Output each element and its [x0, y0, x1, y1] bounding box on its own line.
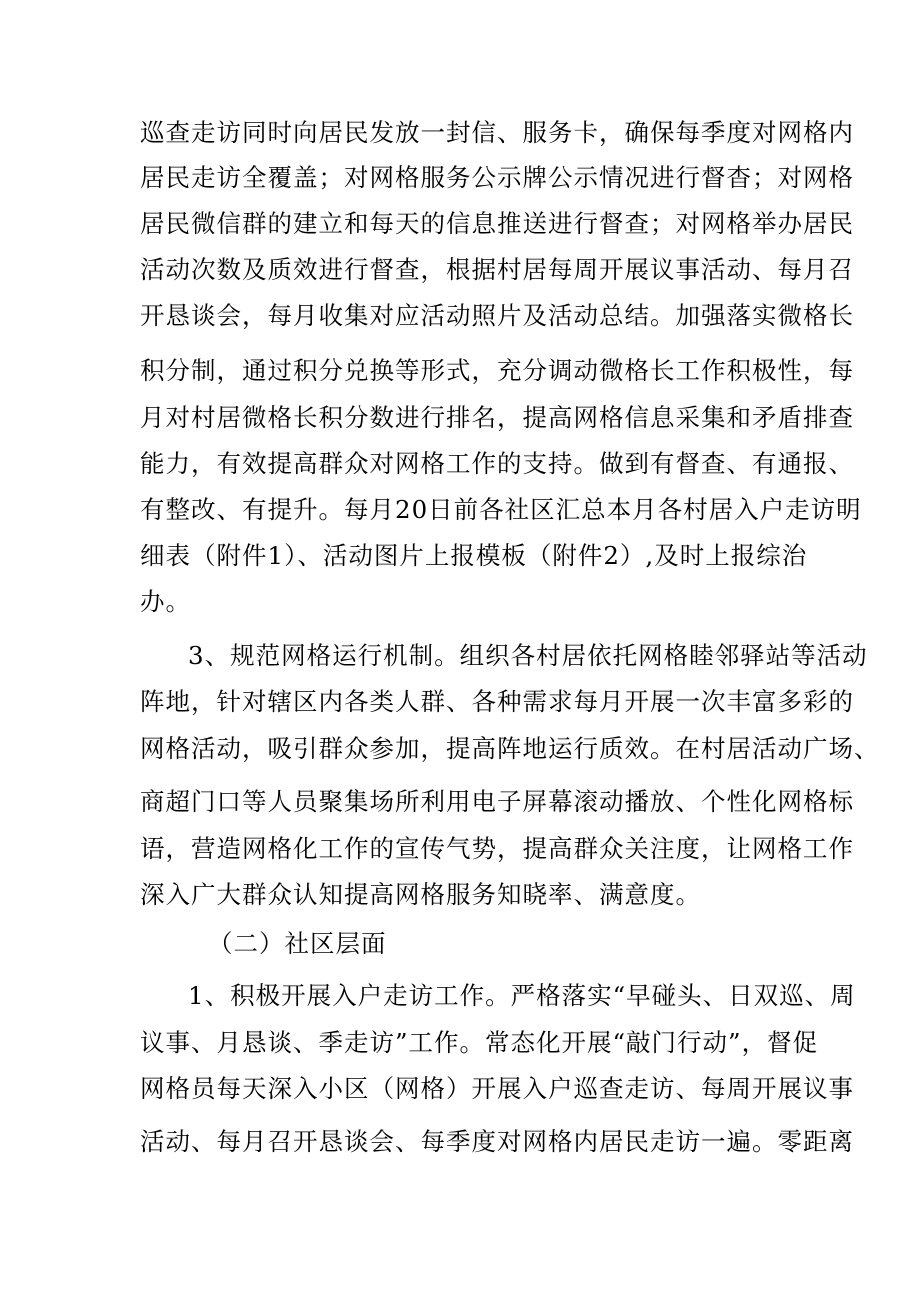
paragraph-1-start: 1、积极开展入户走访工作。严格落实“早碰头、日双巡、周	[188, 981, 856, 1010]
body-line: 办。	[140, 587, 191, 616]
body-line: 语，营造网格化工作的宣传气势，提高群众关注度，让网格工作	[140, 834, 854, 863]
body-line: 深入广大群众认知提高网格服务知晓率、满意度。	[140, 880, 701, 909]
body-line: 议事、月恳谈、季走访”工作。常态化开展“敲门行动”，督促	[140, 1028, 819, 1057]
body-line: 商超门口等人员聚集场所利用电子屏幕滚动播放、个性化网格标	[140, 787, 854, 816]
body-line: 活动、每月召开恳谈会、每季度对网格内居民走访一遍。零距离	[140, 1127, 854, 1156]
body-line: 活动次数及质效进行督查，根据村居每周开展议事活动、每月召	[140, 255, 854, 284]
body-line: 网格活动，吸引群众参加，提高阵地运行质效。在村居活动广场、	[140, 734, 880, 763]
body-line: 积分制，通过积分兑换等形式，充分调动微格长工作积极性，每	[140, 356, 854, 385]
body-line: 居民微信群的建立和每天的信息推送进行督查；对网格举办居民	[140, 209, 854, 238]
section-heading: （二）社区层面	[208, 929, 387, 958]
paragraph-3-start: 3、规范网格运行机制。组织各村居依托网格睦邻驿站等活动	[188, 641, 868, 670]
body-line: 阵地，针对辖区内各类人群、各种需求每月开展一次丰富多彩的	[140, 687, 854, 716]
body-line: 开恳谈会，每月收集对应活动照片及活动总结。加强落实微格长	[140, 301, 854, 330]
body-line: 网格员每天深入小区（网格）开展入户巡查走访、每周开展议事	[140, 1074, 854, 1103]
body-line: 月对村居微格长积分数进行排名，提高网格信息采集和矛盾排查	[140, 403, 854, 432]
body-line: 细表（附件1）、活动图片上报模板（附件2）,及时上报综治	[140, 541, 808, 570]
body-line: 巡查走访同时向居民发放一封信、服务卡，确保每季度对网格内	[140, 118, 854, 147]
body-line: 能力，有效提高群众对网格工作的支持。做到有督查、有通报、	[140, 449, 854, 478]
body-line: 有整改、有提升。每月20日前各社区汇总本月各村居入户走访明	[140, 495, 862, 524]
body-line: 居民走访全覆盖；对网格服务公示牌公示情况进行督杳；对网格	[140, 163, 854, 192]
